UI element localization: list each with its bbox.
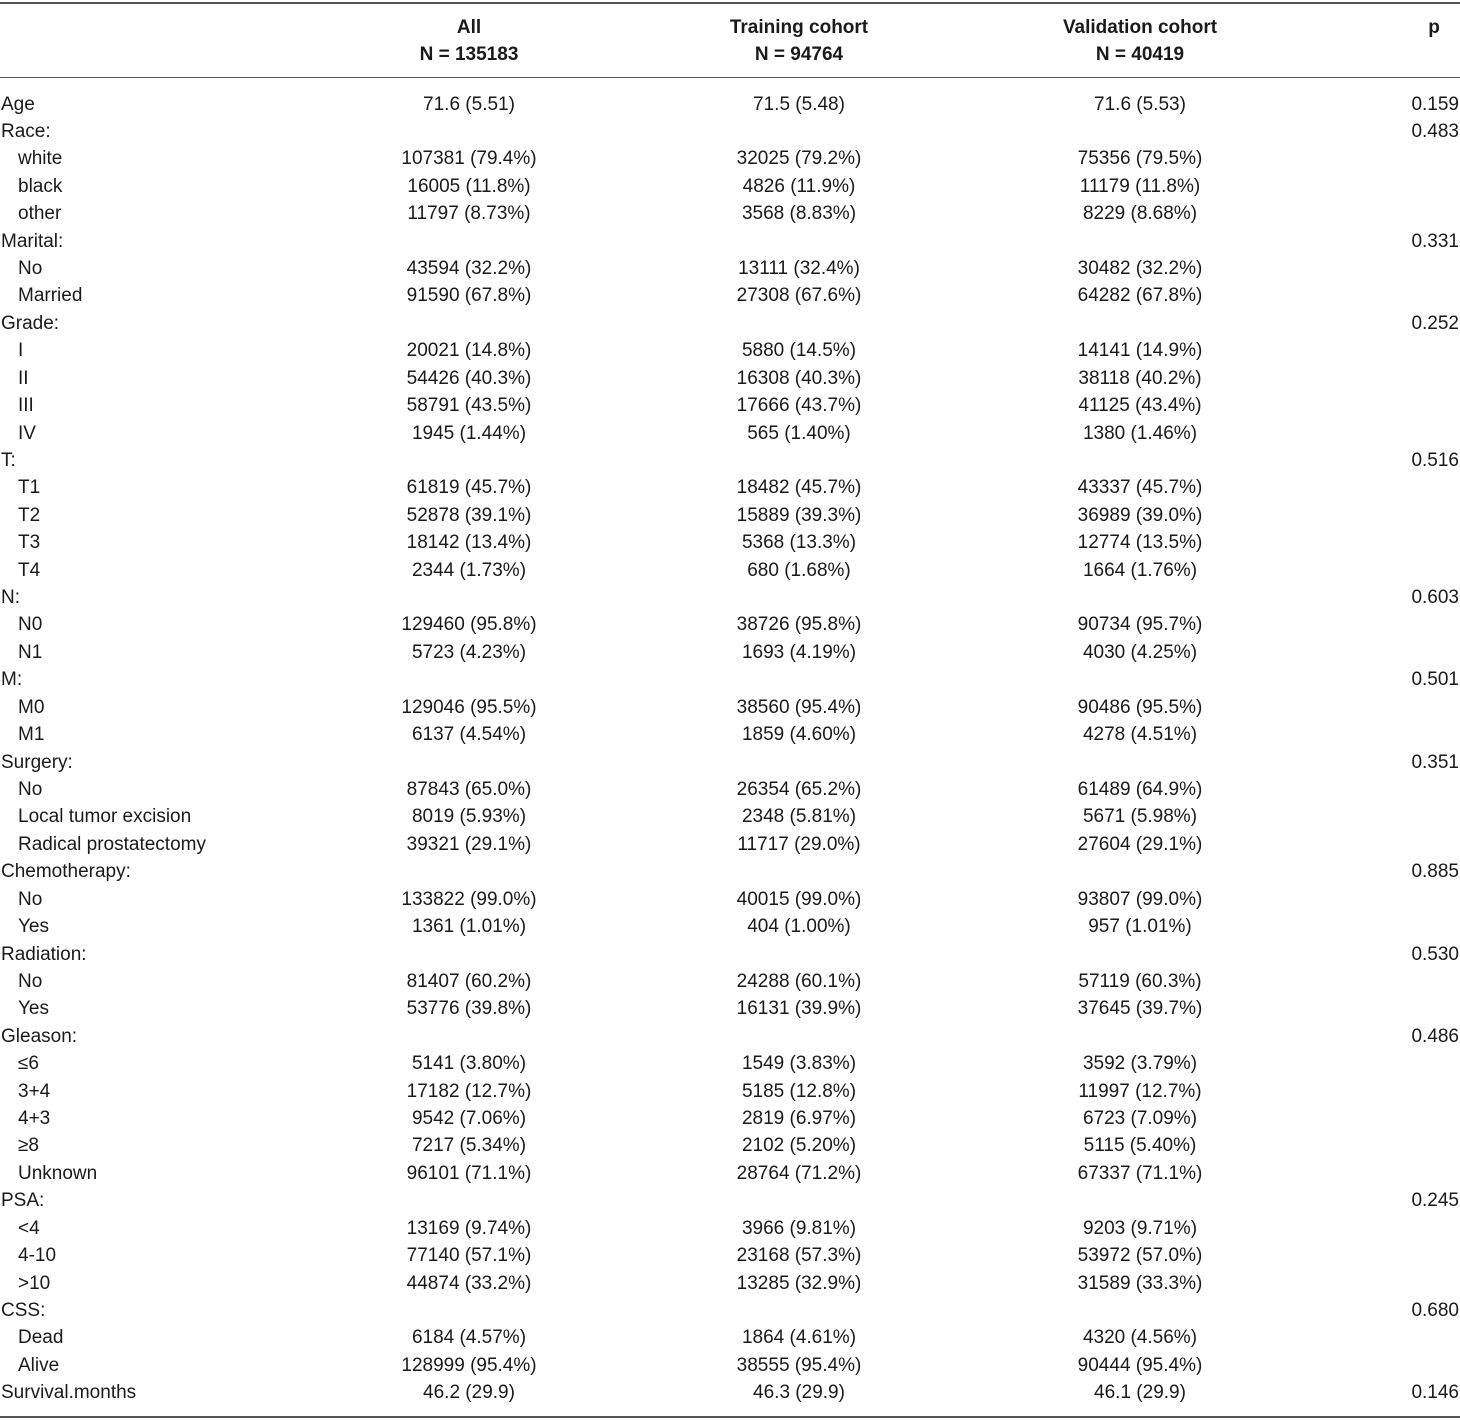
row-label: Chemotherapy: (1, 861, 131, 883)
table-row (0, 91, 1460, 118)
row-label: 3+4 (18, 1080, 51, 1102)
table-row (0, 420, 1460, 447)
cell-all: 13169 (9.74%) (406, 1217, 532, 1239)
cell-validation: 57119 (60.3%) (1078, 970, 1202, 992)
cell-validation: 93807 (99.0%) (1077, 888, 1203, 910)
cell-all: 46.2 (29.9) (423, 1382, 515, 1404)
row-label: T: (1, 449, 16, 471)
row-label: N: (1, 587, 20, 609)
cell-all: 128999 (95.4%) (401, 1354, 537, 1376)
cell-validation: 4030 (4.25%) (1082, 641, 1198, 663)
cell-validation: 41125 (43.4%) (1078, 395, 1202, 417)
row-label: III (18, 395, 34, 417)
table-row (0, 1215, 1460, 1242)
cell-validation: 14141 (14.9%) (1077, 340, 1203, 362)
cell-training: 38555 (95.4%) (736, 1354, 862, 1376)
cell-all: 81407 (60.2%) (406, 970, 532, 992)
cell-all: 8019 (5.93%) (411, 806, 527, 828)
cell-all: 54426 (40.3%) (406, 367, 532, 389)
table-row (0, 968, 1460, 995)
table-row (0, 694, 1460, 721)
header-validation-n: N = 40419 (1095, 44, 1185, 65)
table-row (0, 200, 1460, 227)
table-row (0, 749, 1460, 776)
cell-all: 16005 (11.8%) (407, 175, 531, 197)
cell-training: 32025 (79.2%) (736, 148, 862, 170)
cell-validation: 31589 (33.3%) (1077, 1272, 1203, 1294)
cell-validation: 27604 (29.1%) (1077, 833, 1203, 855)
cell-all: 5723 (4.23%) (411, 641, 527, 663)
cell-training: 23168 (57.3%) (736, 1245, 862, 1267)
header-all (369, 14, 569, 68)
cell-validation: 37645 (39.7%) (1077, 998, 1203, 1020)
header-training-title: Training cohort (729, 17, 869, 38)
row-label: No (18, 888, 43, 910)
row-label: Radical prostatectomy (18, 833, 206, 855)
cell-training: 38726 (95.8%) (736, 614, 862, 636)
cell-training: 1693 (4.19%) (741, 641, 857, 663)
cell-all: 39321 (29.1%) (406, 833, 532, 855)
cell-p-value: 0.331 (1411, 230, 1459, 252)
table-row (0, 118, 1460, 145)
table-row (0, 337, 1460, 364)
table-row (0, 365, 1460, 392)
cell-training: 16131 (39.9%) (736, 998, 862, 1020)
row-label: T1 (18, 477, 41, 499)
cell-training: 4826 (11.9%) (742, 175, 856, 197)
table-row (0, 913, 1460, 940)
row-label: I (18, 340, 24, 362)
cell-all: 71.6 (5.51) (423, 93, 515, 115)
table-row (0, 1270, 1460, 1297)
cell-all: 7217 (5.34%) (411, 1135, 527, 1157)
row-label: Alive (18, 1354, 60, 1376)
cell-all: 5141 (3.80%) (411, 1053, 527, 1075)
cell-training: 5368 (13.3%) (741, 532, 857, 554)
cell-all: 129460 (95.8%) (401, 614, 537, 636)
cell-validation: 90486 (95.5%) (1077, 696, 1203, 718)
cell-all: 44874 (33.2%) (406, 1272, 532, 1294)
table-row (0, 721, 1460, 748)
cell-validation: 9203 (9.71%) (1082, 1217, 1198, 1239)
row-label: Gleason: (1, 1025, 78, 1047)
table-row (0, 1324, 1460, 1351)
row-label: N0 (18, 614, 43, 636)
header-training-n: N = 94764 (754, 44, 844, 65)
cell-training: 24288 (60.1%) (736, 970, 862, 992)
table-row (0, 392, 1460, 419)
cell-p-value: 0.483 (1411, 120, 1459, 142)
row-label: T3 (18, 532, 41, 554)
cell-training: 40015 (99.0%) (736, 888, 862, 910)
row-label: white (18, 148, 63, 170)
row-label: Unknown (18, 1162, 98, 1184)
table-row (0, 282, 1460, 309)
cell-p-value: 0.486 (1411, 1025, 1459, 1047)
row-label: Dead (18, 1327, 64, 1349)
table-row (0, 941, 1460, 968)
cell-training: 3966 (9.81%) (741, 1217, 857, 1239)
cell-validation: 61489 (64.9%) (1077, 779, 1203, 800)
top-rule (0, 2, 1460, 4)
cell-all: 58791 (43.5%) (406, 395, 532, 417)
cell-p-value: 0.885 (1411, 861, 1459, 883)
cell-p-value: 0.245 (1411, 1190, 1459, 1212)
cell-training: 28764 (71.2%) (736, 1162, 862, 1184)
cell-all: 2344 (1.73%) (411, 559, 527, 581)
row-label: IV (18, 422, 36, 444)
cell-all: 96101 (71.1%) (406, 1162, 532, 1184)
bottom-rule (0, 1416, 1460, 1418)
row-label: N1 (18, 641, 43, 663)
cell-validation: 11179 (11.8%) (1079, 175, 1201, 197)
table-row (0, 502, 1460, 529)
table-row (0, 1105, 1460, 1132)
row-label: No (18, 970, 43, 992)
table-row (0, 858, 1460, 885)
table-row (0, 1187, 1460, 1214)
cell-training: 2102 (5.20%) (741, 1135, 857, 1157)
header-validation (1000, 14, 1280, 68)
table-row (0, 173, 1460, 200)
header-p-label: p (1428, 17, 1440, 38)
table-row (0, 228, 1460, 255)
cell-validation: 5115 (5.40%) (1083, 1135, 1197, 1157)
table-row (0, 529, 1460, 556)
cell-all: 20021 (14.8%) (406, 340, 532, 362)
row-label: Local tumor excision (18, 806, 192, 828)
table-row (0, 1050, 1460, 1077)
cell-training: 5185 (12.8%) (741, 1080, 857, 1102)
cell-validation: 30482 (32.2%) (1077, 258, 1203, 280)
row-label: other (18, 203, 62, 225)
cell-training: 3568 (8.83%) (741, 203, 857, 225)
cell-p-value: 0.530 (1411, 943, 1459, 965)
cell-training: 13111 (32.4%) (738, 258, 860, 280)
table-row (0, 584, 1460, 611)
cell-p-value: 0.680 (1411, 1299, 1459, 1321)
row-label: M0 (18, 696, 45, 718)
row-label: Grade: (1, 312, 60, 334)
cell-all: 6184 (4.57%) (411, 1327, 527, 1349)
cell-all: 6137 (4.54%) (411, 724, 527, 746)
cell-validation: 53972 (57.0%) (1077, 1245, 1203, 1267)
row-label: Survival.months (1, 1382, 137, 1404)
table-row (0, 1160, 1460, 1187)
cell-training: 5880 (14.5%) (741, 340, 857, 362)
cell-validation: 3592 (3.79%) (1082, 1053, 1198, 1075)
row-label: No (18, 258, 43, 280)
cell-all: 107381 (79.4%) (401, 148, 537, 170)
row-label: Surgery: (1, 751, 73, 773)
cell-validation: 1380 (1.46%) (1082, 422, 1198, 444)
row-label: Age (1, 93, 35, 115)
cell-all: 53776 (39.8%) (406, 998, 532, 1020)
row-label: T2 (18, 504, 41, 526)
table-row (0, 145, 1460, 172)
table-row (0, 1242, 1460, 1269)
cell-training: 26354 (65.2%) (736, 779, 862, 800)
row-label: Married (18, 285, 83, 307)
cell-training: 15889 (39.3%) (736, 504, 862, 526)
row-label: ≥8 (18, 1135, 39, 1157)
cell-all: 77140 (57.1%) (406, 1245, 532, 1267)
cell-training: 1859 (4.60%) (741, 724, 857, 746)
cell-validation: 5671 (5.98%) (1082, 806, 1198, 828)
cell-training: 13285 (32.9%) (736, 1272, 862, 1294)
cell-all: 133822 (99.0%) (401, 888, 537, 910)
row-label: >10 (18, 1272, 51, 1294)
cell-p-value: 0.146 (1411, 1382, 1459, 1404)
cell-training: 2819 (6.97%) (741, 1108, 857, 1130)
cell-all: 9542 (7.06%) (411, 1108, 527, 1130)
cell-training: 680 (1.68%) (747, 559, 851, 581)
table-row (0, 776, 1460, 803)
row-label: 4-10 (18, 1245, 57, 1267)
table-row (0, 310, 1460, 337)
cell-validation: 64282 (67.8%) (1077, 285, 1203, 307)
row-label: ≤6 (18, 1053, 39, 1075)
cell-training: 18482 (45.7%) (736, 477, 862, 499)
row-label: M: (1, 669, 23, 691)
cell-training: 16308 (40.3%) (736, 367, 862, 389)
cell-p-value: 0.516 (1411, 449, 1459, 471)
cell-all: 129046 (95.5%) (401, 696, 537, 718)
table-row (0, 639, 1460, 666)
cell-validation: 6723 (7.09%) (1082, 1108, 1198, 1130)
cell-validation: 90734 (95.7%) (1077, 614, 1203, 636)
cell-all: 91590 (67.8%) (406, 285, 532, 307)
cell-all: 52878 (39.1%) (406, 504, 532, 526)
table-row (0, 447, 1460, 474)
cell-all: 61819 (45.7%) (406, 477, 532, 499)
row-label: Yes (18, 998, 49, 1020)
cell-all: 18142 (13.4%) (406, 532, 532, 554)
table-row (0, 803, 1460, 830)
cell-validation: 43337 (45.7%) (1077, 477, 1203, 499)
cell-validation: 71.6 (5.53) (1094, 93, 1186, 115)
cell-p-value: 0.159 (1411, 93, 1459, 115)
cell-all: 43594 (32.2%) (406, 258, 532, 280)
row-label: Marital: (1, 230, 64, 252)
cell-training: 404 (1.00%) (747, 916, 851, 938)
cell-validation: 46.1 (29.9) (1094, 1382, 1186, 1404)
cell-p-value: 0.252 (1411, 312, 1459, 334)
cell-validation: 90444 (95.4%) (1077, 1354, 1203, 1376)
cell-p-value: 0.351 (1411, 751, 1459, 773)
row-label: Yes (18, 916, 49, 938)
table-row (0, 995, 1460, 1022)
cell-validation: 1664 (1.76%) (1082, 559, 1198, 581)
header-p (1400, 14, 1460, 68)
cell-training: 27308 (67.6%) (736, 285, 862, 307)
header-rule (0, 77, 1460, 78)
cell-training: 2348 (5.81%) (741, 806, 857, 828)
table-row (0, 1297, 1460, 1324)
table-row (0, 255, 1460, 282)
row-label: No (18, 779, 43, 800)
table-row (0, 611, 1460, 638)
cell-validation: 38118 (40.2%) (1078, 367, 1202, 389)
row-label: Radiation: (1, 943, 87, 965)
cell-training: 38560 (95.4%) (736, 696, 862, 718)
row-label: T4 (18, 559, 41, 581)
header-all-n: N = 135183 (419, 44, 519, 65)
row-label: M1 (18, 724, 45, 746)
cell-p-value: 0.603 (1411, 587, 1459, 609)
cell-validation: 67337 (71.1%) (1077, 1162, 1203, 1184)
row-label: II (18, 367, 29, 389)
cell-training: 565 (1.40%) (747, 422, 851, 444)
cell-validation: 12774 (13.5%) (1077, 532, 1203, 554)
cell-training: 46.3 (29.9) (753, 1382, 845, 1404)
cell-all: 1361 (1.01%) (411, 916, 527, 938)
cell-p-value: 0.501 (1411, 669, 1459, 691)
table-row (0, 1078, 1460, 1105)
cell-validation: 11997 (12.7%) (1078, 1080, 1202, 1102)
cell-training: 71.5 (5.48) (753, 93, 845, 115)
header-all-title: All (456, 17, 482, 38)
cell-validation: 36989 (39.0%) (1077, 504, 1203, 526)
row-label: PSA: (1, 1190, 45, 1212)
cell-validation: 8229 (8.68%) (1082, 203, 1198, 225)
table-row (0, 1379, 1460, 1406)
cell-validation: 4320 (4.56%) (1082, 1327, 1198, 1349)
table-row (0, 831, 1460, 858)
cell-all: 1945 (1.44%) (411, 422, 527, 444)
cell-all: 87843 (65.0%) (406, 779, 532, 800)
cell-training: 17666 (43.7%) (736, 395, 862, 417)
cell-validation: 75356 (79.5%) (1077, 148, 1203, 170)
cell-validation: 957 (1.01%) (1088, 916, 1192, 938)
row-label: <4 (18, 1217, 40, 1239)
cell-training: 1864 (4.61%) (741, 1327, 857, 1349)
table-row (0, 666, 1460, 693)
table-row (0, 557, 1460, 584)
table-row (0, 1352, 1460, 1379)
cell-all: 11797 (8.73%) (407, 203, 531, 225)
table-row (0, 1023, 1460, 1050)
table-row (0, 474, 1460, 501)
row-label: black (18, 175, 63, 197)
cell-training: 1549 (3.83%) (741, 1053, 857, 1075)
row-label: 4+3 (18, 1108, 51, 1130)
row-label: Race: (1, 120, 51, 142)
cell-validation: 4278 (4.51%) (1082, 724, 1198, 746)
table-row (0, 886, 1460, 913)
row-label: CSS: (1, 1299, 46, 1321)
cell-training: 11717 (29.0%) (737, 833, 861, 855)
table-row (0, 1132, 1460, 1159)
header-training (669, 14, 929, 68)
cell-all: 17182 (12.7%) (406, 1080, 532, 1102)
header-validation-title: Validation cohort (1062, 17, 1218, 38)
